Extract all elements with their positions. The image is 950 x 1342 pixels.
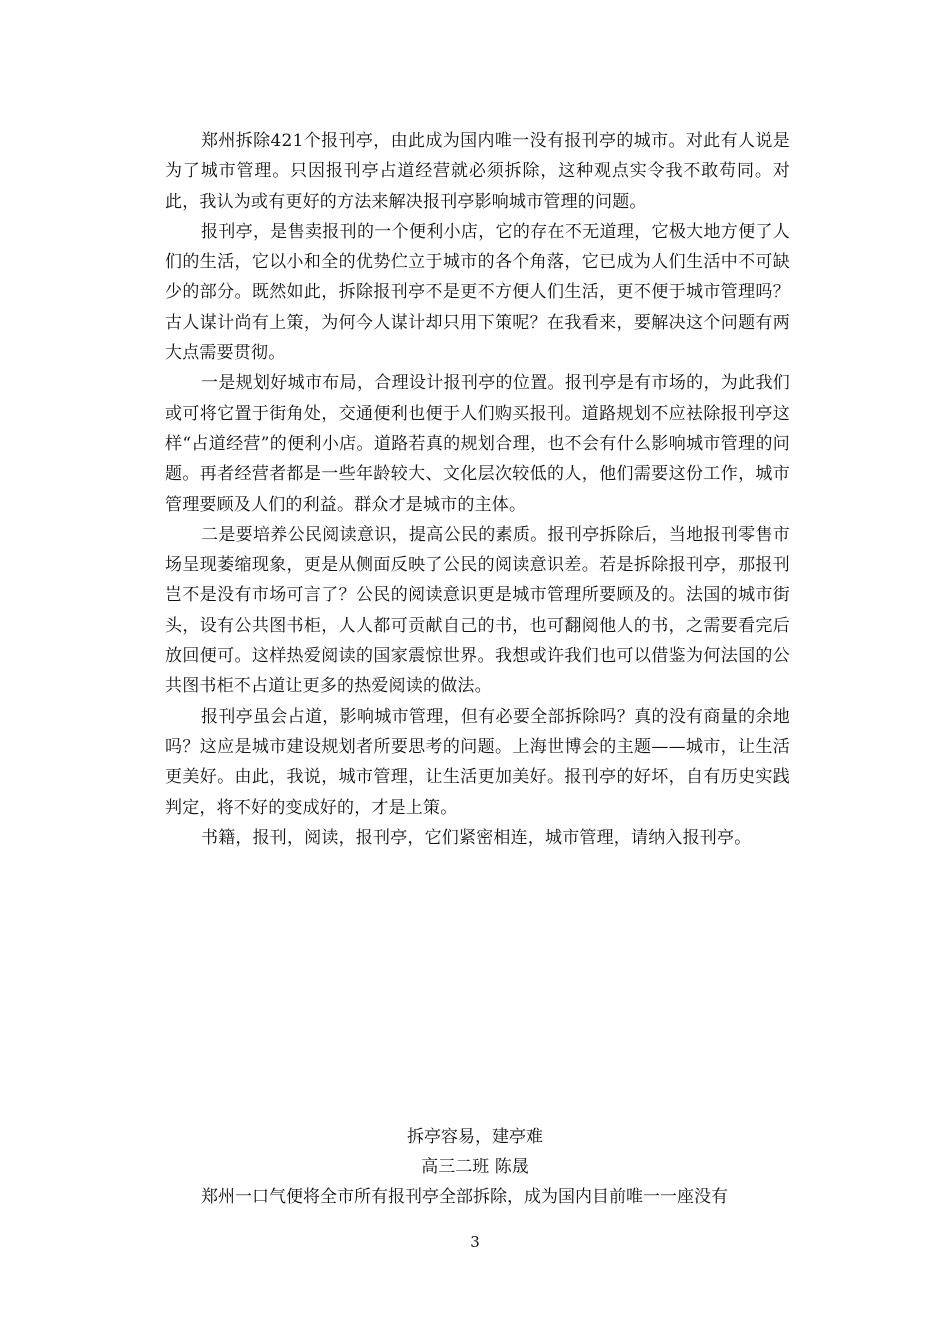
second-essay-title: 拆亭容易，建亭难 — [407, 1127, 543, 1147]
essay-paragraph-2: 报刊亭，是售卖报刊的一个便利小店，它的存在不无道理，它极大地方便了人们的生活，它以小和全的优势伫立于城市的各个角落，它已成为人们生活中不可缺少的部分。既然如此，拆除报刊亭不是更不方便人们生活，更不便于城市管理吗？古人谋计尚有上策，为何今人谋计却只用下策呢？在我看来，要解决这个问题有两大点需要贯彻。 — [165, 221, 790, 364]
second-essay-byline: 高三二班 陈晟 — [421, 1157, 529, 1177]
essay-body — [165, 126, 790, 853]
essay-paragraph-4: 二是要培养公民阅读意识，提高公民的素质。报刊亭拆除后，当地报刊零售市场呈现萎缩现象，更是从侧面反映了公民的阅读意识差。若是拆除报刊亭，那报刊岂不是没有市场可言了？公民的阅读意识更是城市管理所要顾及的。法国的城市街头，设有公共图书柜，人人都可贡献自己的书，也可翻阅他人的书，之需要看完后放回便可。这样热爱阅读的国家震惊世界。我想或许我们也可以借鉴为何法国的公共图书柜不占道让更多的热爱阅读的做法。 — [165, 524, 790, 697]
essay-paragraph-3: 一是规划好城市布局，合理设计报刊亭的位置。报刊亭是有市场的，为此我们或可将它置于街角处，交通便利也便于人们购买报刊。道路规划不应袪除报刊亭这样“占道经营”的便利小店。道路若真的规划合理，也不会有什么影响城市管理的问题。再者经营者都是一些年龄较大、文化层次较低的人，他们需要这份工作，城市管理要顾及人们的利益。群众才是城市的主体。 — [165, 373, 790, 515]
essay-paragraph-1: 郑州拆除421个报刊亭，由此成为国内唯一没有报刊亭的城市。对此有人说是为了城市管理。只因报刊亭占道经营就必须拆除，这种观点实令我不敢苟同。对此，我认为或有更好的方法来解决报刊亭影响城市管理的问题。 — [165, 131, 790, 212]
page-number: 3 — [470, 1233, 480, 1251]
essay-paragraph-5: 报刊亭虽会占道，影响城市管理，但有必要全部拆除吗？真的没有商量的余地吗？这应是城市建设规划者所要思考的问题。上海世博会的主题——城市，让生活更美好。由此，我说，城市管理，让生活更加美好。报刊亭的好坏，自有历史实践判定，将不好的变成好的，才是上策。 — [165, 706, 790, 818]
second-essay-first-line: 郑州一口气便将全市所有报刊亭全部拆除，成为国内目前唯一一座没有 — [201, 1187, 728, 1207]
essay-paragraph-6: 书籍，报刊，阅读，报刊亭，它们紧密相连，城市管理，请纳入报刊亭。 — [201, 827, 752, 848]
